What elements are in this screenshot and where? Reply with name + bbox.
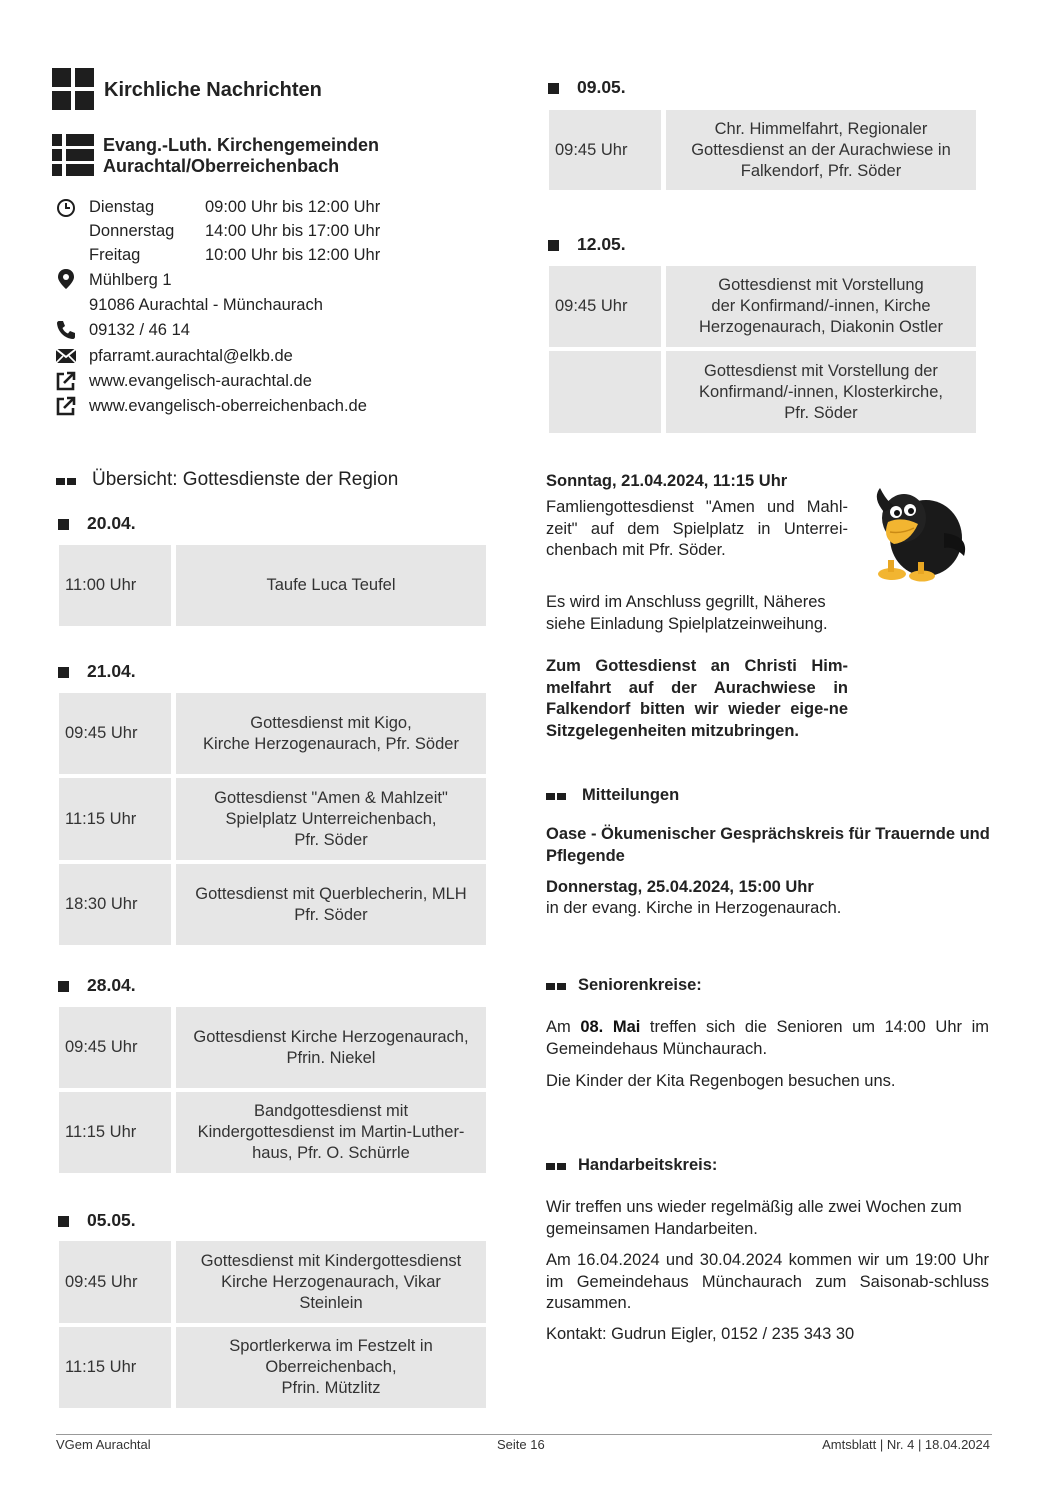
senioren-heading: Seniorenkreise: bbox=[546, 976, 702, 995]
service-time: 09:45 Uhr bbox=[59, 1007, 171, 1088]
website-link-oberreichenbach[interactable]: www.evangelisch-oberreichenbach.de bbox=[89, 397, 367, 415]
family-service-heading: Sonntag, 21.04.2024, 11:15 Uhr bbox=[546, 472, 788, 490]
email-icon bbox=[55, 345, 77, 367]
parish-logo-icon bbox=[52, 134, 94, 176]
square-bullet-icon bbox=[58, 519, 69, 530]
senioren-text2: Die Kinder der Kita Regenbogen besuchen uns. bbox=[546, 1072, 896, 1090]
service-description: Gottesdienst mit Querblecherin, MLH Pfr. Söder bbox=[176, 864, 486, 945]
office-hours bbox=[89, 195, 380, 267]
senioren-text: Am 08. Mai treffen sich die Senioren um 14:00 Uhr im Gemeindehaus Münchaurach. bbox=[546, 1018, 989, 1058]
bring-seats-note: Zum Gottesdienst an Christi Him-melfahrt auf der Aurachwiese in Falkendorf bitten wir wieder eige-ne Sitzgelegenheiten mitzubringen. bbox=[546, 657, 848, 740]
service-time: 11:15 Uhr bbox=[59, 1092, 171, 1173]
website-link-aurachtal[interactable]: www.evangelisch-aurachtal.de bbox=[89, 372, 312, 390]
section-bullet-icon bbox=[56, 472, 78, 490]
service-time: 09:45 Uhr bbox=[59, 1241, 171, 1323]
raven-mascot-illustration bbox=[866, 478, 972, 584]
email-link[interactable]: pfarramt.aurachtal@elkb.de bbox=[89, 347, 293, 365]
page-number: Seite 16 bbox=[497, 1437, 545, 1452]
address-street: Mühlberg 1 bbox=[89, 271, 172, 289]
phone-number: 09132 / 46 14 bbox=[89, 321, 190, 339]
section-logo-icon bbox=[52, 68, 94, 110]
date-heading: 20.04. bbox=[58, 513, 136, 534]
oase-place: in der evang. Kirche in Herzogenaurach. bbox=[546, 899, 842, 917]
oase-title: Oase - Ökumenischer Gesprächskreis für Trauernde und Pflegende bbox=[546, 825, 990, 865]
square-bullet-icon bbox=[548, 83, 559, 94]
date-heading: 05.05. bbox=[58, 1210, 136, 1231]
handarbeit-contact: Kontakt: Gudrun Eigler, 0152 / 235 343 30 bbox=[546, 1325, 855, 1343]
date-heading: 21.04. bbox=[58, 661, 136, 682]
phone-icon bbox=[55, 319, 77, 341]
service-description: Sportlerkerwa im Festzelt in Oberreichenbach, Pfrin. Mützlitz bbox=[176, 1327, 486, 1408]
mitteilungen-heading: Mitteilungen bbox=[546, 786, 679, 805]
service-time: 18:30 Uhr bbox=[59, 864, 171, 945]
service-description: Gottesdienst Kirche Herzogenaurach, Pfrin. Niekel bbox=[176, 1007, 486, 1088]
footer-left: VGem Aurachtal bbox=[56, 1437, 151, 1452]
service-description: Bandgottesdienst mit Kindergottesdienst im Martin-Luther- haus, Pfr. O. Schürrle bbox=[176, 1092, 486, 1173]
service-description: Chr. Himmelfahrt, Regionaler Gottesdienst an der Aurachwiese in Falkendorf, Pfr. Söder bbox=[666, 110, 976, 190]
family-service-note: Es wird im Anschluss gegrillt, Näheres siehe Einladung Spielplatzeinweihung. bbox=[546, 593, 828, 633]
service-time: 11:15 Uhr bbox=[59, 1327, 171, 1408]
date-heading: 12.05. bbox=[548, 234, 626, 255]
square-bullet-icon bbox=[548, 240, 559, 251]
service-description: Gottesdienst mit Kigo, Kirche Herzogenaurach, Pfr. Söder bbox=[176, 693, 486, 774]
service-time: 11:15 Uhr bbox=[59, 778, 171, 860]
page-title: Kirchliche Nachrichten bbox=[104, 79, 322, 101]
service-time bbox=[549, 351, 661, 433]
service-time: 09:45 Uhr bbox=[549, 110, 661, 190]
service-time: 09:45 Uhr bbox=[59, 693, 171, 774]
overview-heading bbox=[56, 469, 398, 491]
service-description: Taufe Luca Teufel bbox=[176, 545, 486, 626]
date-heading: 09.05. bbox=[548, 77, 626, 98]
family-service-text: Famliengottesdienst "Amen und Mahl-zeit" auf dem Spielplatz in Unterrei-chenbach mit Pfr. Söder. bbox=[546, 498, 848, 559]
section-bullet-icon bbox=[546, 787, 568, 805]
service-time: 09:45 Uhr bbox=[549, 266, 661, 347]
service-description: Gottesdienst "Amen & Mahlzeit" Spielplatz Unterreichenbach, Pfr. Söder bbox=[176, 778, 486, 860]
handarbeit-text1: Wir treffen uns wieder regelmäßig alle zwei Wochen zum gemeinsamen Handarbeiten. bbox=[546, 1198, 962, 1238]
hours-row: Dienstag 09:00 Uhr bis 12:00 Uhr bbox=[89, 198, 381, 216]
section-bullet-icon bbox=[546, 1157, 568, 1175]
hours-row: Freitag 10:00 Uhr bis 12:00 Uhr bbox=[89, 246, 381, 264]
clock-icon bbox=[55, 197, 77, 219]
overview-title: Übersicht: Gottesdienste der Region bbox=[92, 469, 399, 490]
handarbeit-heading: Handarbeitskreis: bbox=[546, 1156, 717, 1175]
footer-right: Amtsblatt | Nr. 4 | 18.04.2024 bbox=[822, 1437, 990, 1452]
service-description: Gottesdienst mit Vorstellung der Konfirmand/-innen, Kirche Herzogenaurach, Diakonin Ostler bbox=[666, 266, 976, 347]
address-city: 91086 Aurachtal - Münchaurach bbox=[89, 296, 323, 314]
location-pin-icon bbox=[55, 268, 77, 290]
handarbeit-text2: Am 16.04.2024 und 30.04.2024 kommen wir um 19:00 Uhr im Gemeindehaus Münchaurach zum Saisonab-schluss zusammen. bbox=[546, 1251, 989, 1312]
external-link-icon bbox=[55, 395, 77, 417]
section-bullet-icon bbox=[546, 977, 568, 995]
square-bullet-icon bbox=[58, 1216, 69, 1227]
square-bullet-icon bbox=[58, 981, 69, 992]
address bbox=[89, 268, 323, 317]
square-bullet-icon bbox=[58, 667, 69, 678]
service-time: 11:00 Uhr bbox=[59, 545, 171, 626]
footer-divider bbox=[56, 1434, 992, 1435]
parish-name bbox=[103, 135, 379, 177]
oase-date: Donnerstag, 25.04.2024, 15:00 Uhr bbox=[546, 878, 814, 896]
service-description: Gottesdienst mit Vorstellung der Konfirmand/-innen, Klosterkirche, Pfr. Söder bbox=[666, 351, 976, 433]
date-heading: 28.04. bbox=[58, 975, 136, 996]
parish-line2: Aurachtal/Oberreichenbach bbox=[103, 156, 340, 176]
hours-row: Donnerstag 14:00 Uhr bis 17:00 Uhr bbox=[89, 222, 381, 240]
service-description: Gottesdienst mit Kindergottesdienst Kirche Herzogenaurach, Vikar Steinlein bbox=[176, 1241, 486, 1323]
parish-line1: Evang.-Luth. Kirchengemeinden bbox=[103, 135, 380, 155]
external-link-icon bbox=[55, 370, 77, 392]
